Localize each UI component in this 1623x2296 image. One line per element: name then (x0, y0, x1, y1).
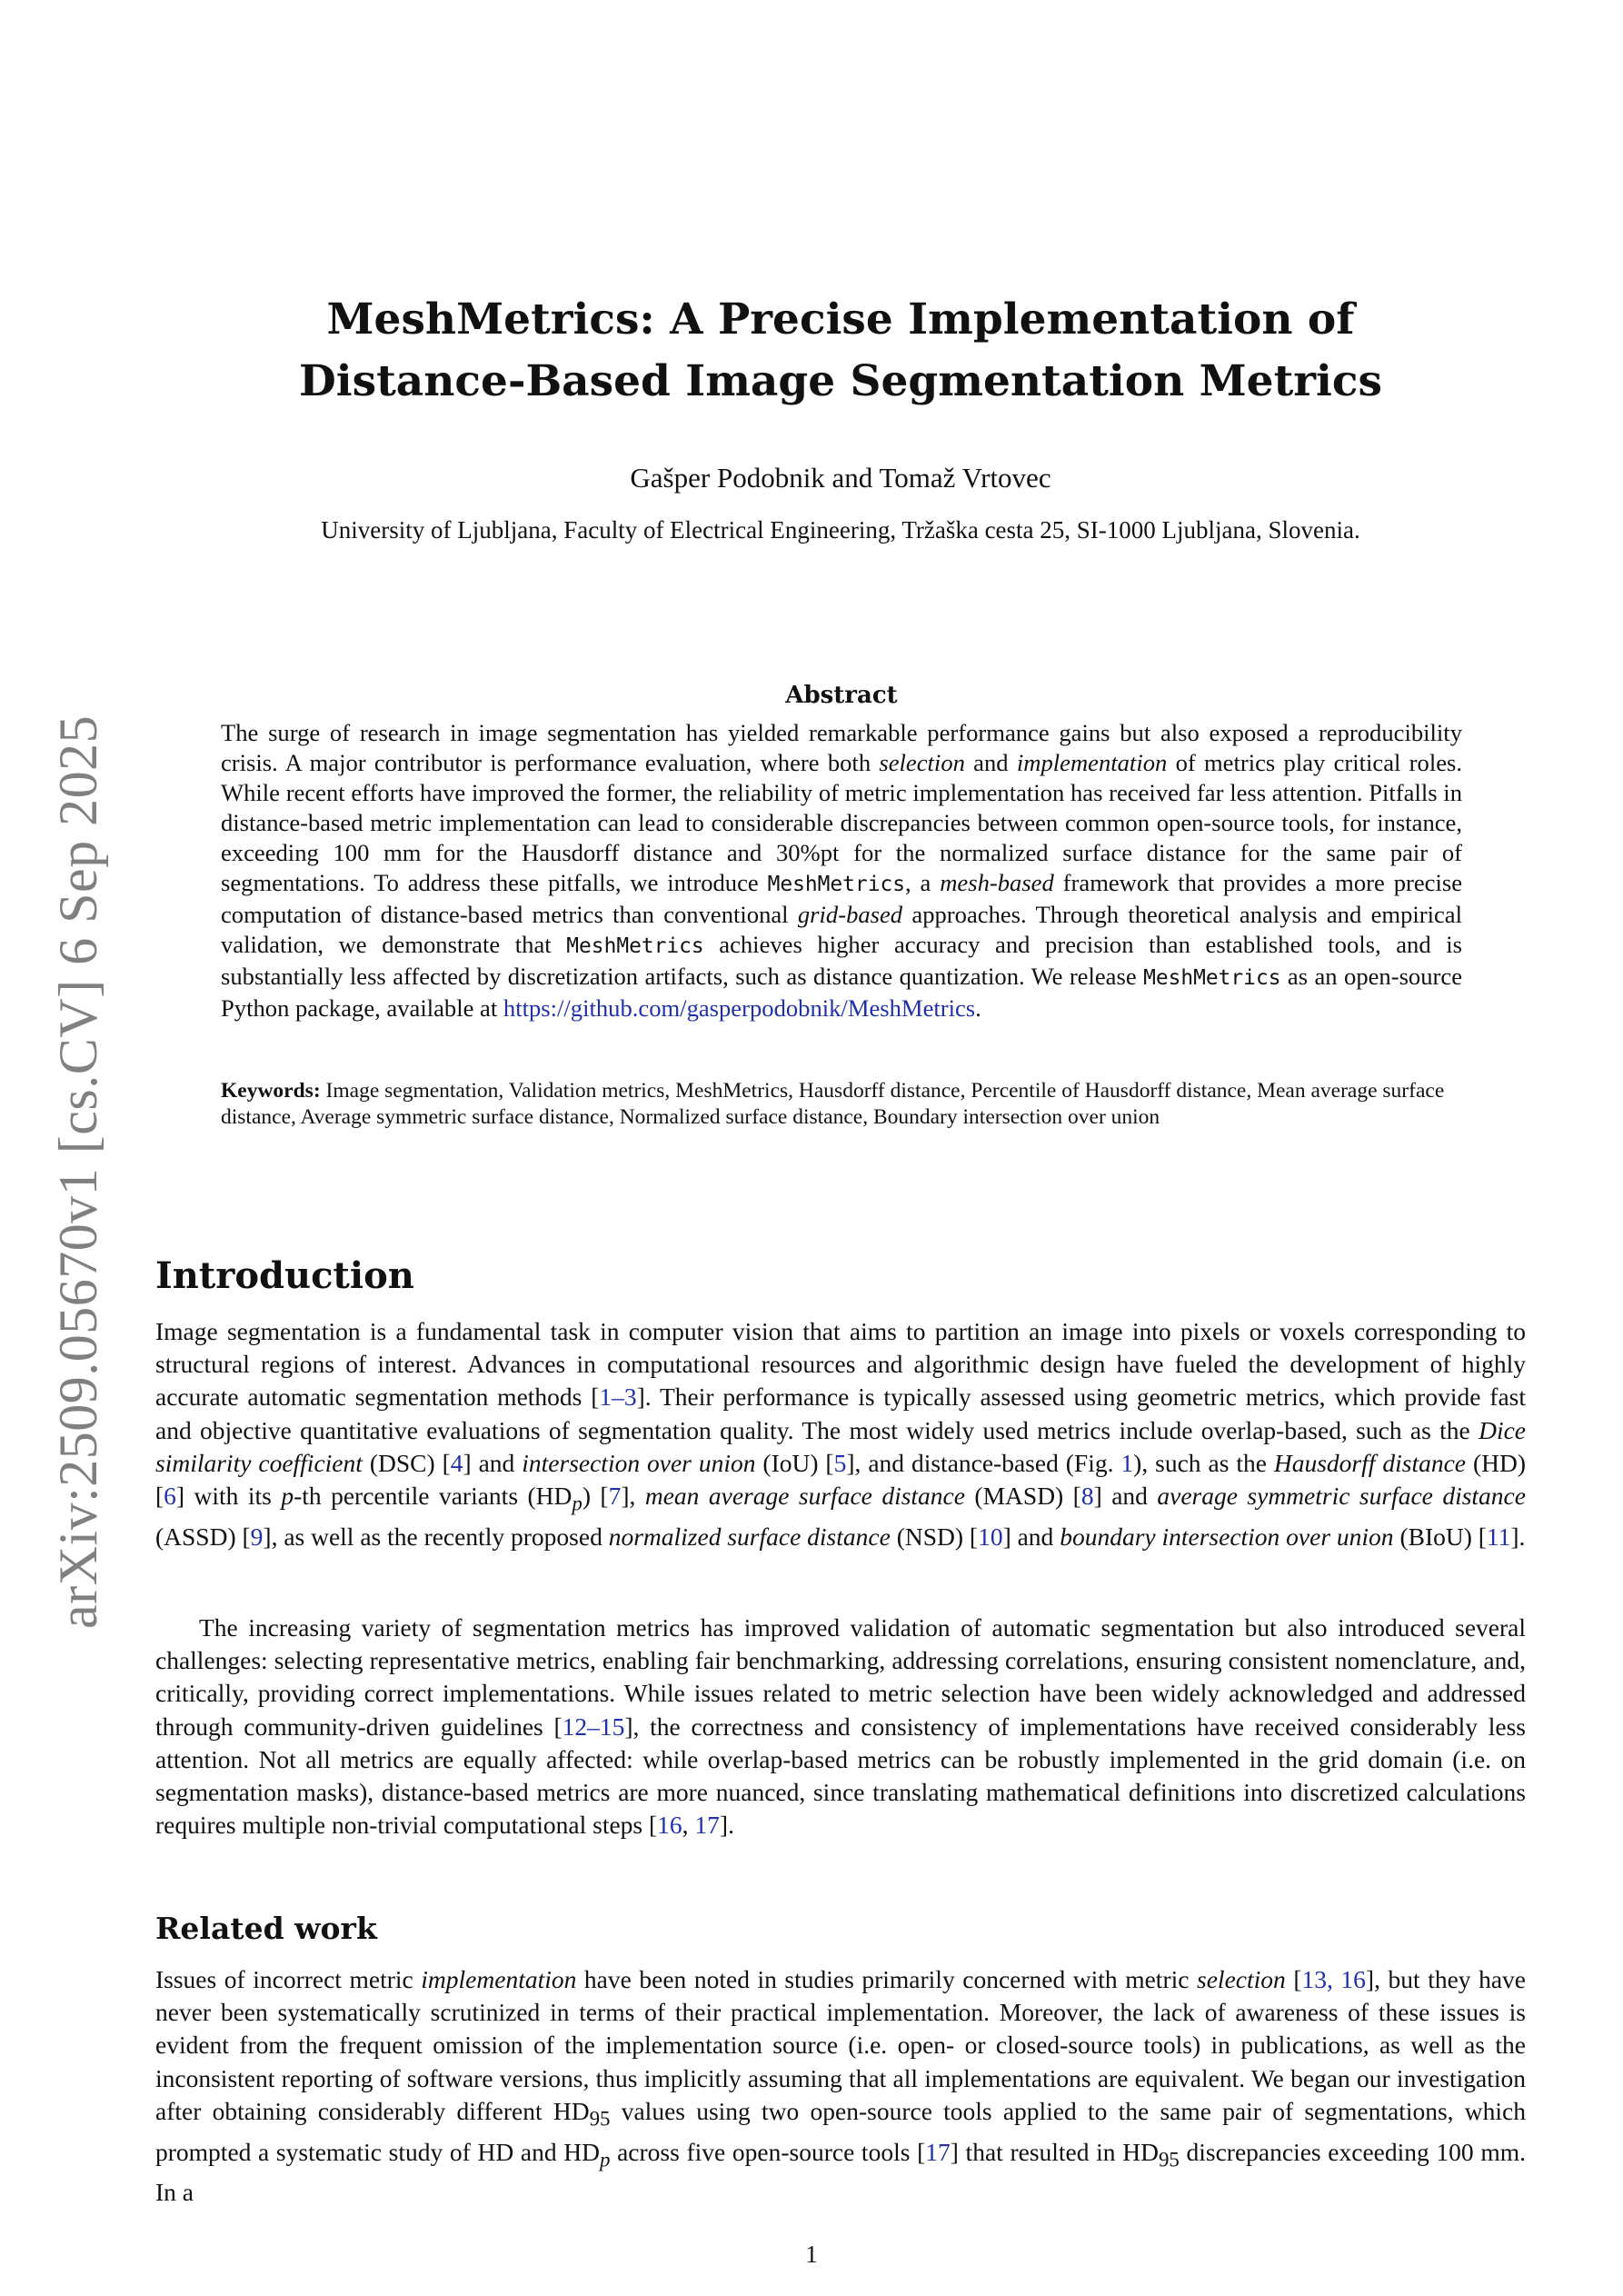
math-subscript: p (572, 1492, 582, 1515)
author-affiliation: University of Ljubljana, Faculty of Electrical Engineering, Tržaška cesta 25, SI-1000 Ljubljana, Slovenia. (321, 516, 1360, 544)
body-text: (IoU) [ (755, 1448, 834, 1477)
abstract-emphasis: selection (879, 749, 965, 776)
citation-link[interactable]: 5 (833, 1448, 847, 1477)
body-text: Image segmentation is a fundamental task in computer vision that aims to partition an image into pixels or voxels corresponding to structural regions of interest. Advances in computational resources and algorithmic design have fueled the development of highly accurate automatic segmentation methods [ (155, 1317, 1526, 1412)
body-text: ), such as the (1133, 1448, 1274, 1477)
abstract-text: achieves higher accuracy and precision than established tools, and is substantially less affected by discretization artifacts, such as distance quantization. We release (221, 931, 1462, 990)
abstract-text: approaches. Through theoretical analysis and empirical validation, we demonstrate that (221, 901, 1462, 958)
citation-link[interactable]: 6 (164, 1482, 176, 1511)
body-text: ], but they have never been systematically scrutinized in terms of their practical implementation. Moreover, the lack of awareness of these issues is evident from the frequent omission of the implementation source (i.e. open- or closed-source tools) in publications, as well as the inconsistent reporting of software versions, thus implicitly assuming that all implementations are equivalent. We began our investigation after obtaining considerably different HD (155, 1965, 1526, 2125)
abstract-heading: Abstract (785, 682, 898, 709)
body-text: ]. Their performance is typically assessed using geometric metrics, which provide fast and objective quantitative evaluations of segmentation quality. The most widely used metrics include overlap-based, such as the (155, 1383, 1526, 1444)
introduction-paragraph-2 (155, 1612, 1526, 1842)
body-text: (HD) [ (155, 1448, 1526, 1511)
body-text: -th percentile variants (HD (294, 1482, 573, 1511)
abstract-text: The surge of research in image segmentation has yielded remarkable performance gains but also exposed a reproducibility crisis. A major contributor is performance evaluation, where both (221, 719, 1462, 776)
citation-link[interactable]: 4 (450, 1448, 463, 1477)
term-emphasis: boundary intersection over union (1060, 1522, 1394, 1551)
abstract-emphasis: grid-based (797, 901, 903, 928)
abstract-text: . (975, 994, 981, 1022)
body-text: (DSC) [ (362, 1448, 451, 1477)
math-subscript: p (599, 2148, 611, 2171)
body-text: (NSD) [ (890, 1522, 979, 1551)
citation-link[interactable]: 12–15 (562, 1712, 625, 1741)
software-name: MeshMetrics (1143, 966, 1281, 990)
abstract-text: and (964, 749, 1017, 776)
citation-link[interactable]: 9 (250, 1522, 264, 1551)
arxiv-identifier-stamp[interactable]: arXiv:2509.05670v1 [cs.CV] 6 Sep 2025 (48, 714, 108, 1629)
body-text: discrepancies exceeding 100 mm. In a (155, 2137, 1526, 2207)
math-subscript: 95 (1158, 2148, 1180, 2171)
page-number: 1 (805, 2241, 818, 2268)
abstract-text: , a (904, 869, 941, 896)
abstract-text: as an open-source Python package, available at (221, 963, 1462, 1022)
body-text: (ASSD) [ (155, 1522, 251, 1551)
body-text: , (682, 1811, 695, 1840)
body-text: (MASD) [ (964, 1482, 1081, 1511)
body-text: ], (621, 1482, 645, 1511)
paper-title-line-2: Distance-Based Image Segmentation Metrics (299, 356, 1382, 406)
author-list: Gašper Podobnik and Tomaž Vrtovec (630, 462, 1051, 494)
abstract-emphasis: implementation (1016, 749, 1168, 776)
body-text: across five open-source tools [ (610, 2137, 926, 2166)
term-emphasis: normalized surface distance (608, 1522, 891, 1551)
software-name: MeshMetrics (566, 934, 704, 958)
body-text: ], the correctness and consistency of implementations have received considerably less attention. Not all metrics are equally affected: while overlap-based metrics can be robustly implemented in the grid domain (i.e. on segmentation masks), distance-based metrics are more nuanced, since translating mathematical definitions into discretized calculations requires multiple non-trivial computational steps [ (155, 1712, 1527, 1840)
keywords-label: Keywords: (221, 1079, 321, 1103)
citation-link[interactable]: 8 (1080, 1482, 1094, 1511)
citation-link[interactable]: 10 (978, 1522, 1003, 1551)
term-emphasis: average symmetric surface distance (1157, 1482, 1526, 1511)
introduction-paragraph-1 (155, 1315, 1526, 1553)
body-text: ] and (1002, 1522, 1060, 1551)
related-work-paragraph-1 (155, 1963, 1526, 2209)
body-text: Issues of incorrect metric (155, 1965, 422, 1993)
citation-link[interactable]: 16 (657, 1811, 682, 1840)
body-text: have been noted in studies primarily concerned with metric (576, 1965, 1198, 1993)
body-text: [ (1285, 1965, 1302, 1993)
body-text: (BIoU) [ (1393, 1522, 1487, 1551)
abstract-text: of metrics play critical roles. While recent efforts have improved the former, the reliability of metric implementation has received far less attention. Pitfalls in distance-based metric implementation can lead to considerable discrepancies between common open-source tools, for instance, exceeding 100 mm for the Hausdorff distance and 30%pt for the normalized surface distance for the same pair of segmentations. To address these pitfalls, we introduce (221, 749, 1463, 896)
body-text: ], as well as the recently proposed (263, 1522, 609, 1551)
citation-link[interactable]: 17 (925, 2137, 951, 2166)
figure-reference-link[interactable]: 1 (1120, 1448, 1134, 1477)
body-text: ] that resulted in HD (950, 2137, 1159, 2166)
citation-link[interactable]: 13, 16 (1301, 1965, 1366, 1993)
section-heading-related-work: Related work (155, 1911, 377, 1946)
body-text: ]. (1510, 1522, 1526, 1551)
paper-title (145, 289, 1536, 413)
abstract-body (221, 718, 1462, 1023)
body-text: ]. (719, 1811, 734, 1840)
section-heading-introduction: Introduction (155, 1254, 414, 1297)
body-text: ], and distance-based (Fig. (846, 1448, 1121, 1477)
keywords (221, 1078, 1462, 1131)
term-emphasis: selection (1197, 1965, 1286, 1993)
body-text: ] and (1093, 1482, 1158, 1511)
paper-title-line-1: MeshMetrics: A Precise Implementation of (326, 294, 1355, 344)
citation-link[interactable]: 11 (1486, 1522, 1511, 1551)
abstract-emphasis: mesh-based (940, 869, 1054, 896)
citation-link[interactable]: 17 (694, 1811, 720, 1840)
body-text: ) [ (582, 1482, 609, 1511)
term-emphasis: Hausdorff distance (1273, 1448, 1467, 1477)
math-subscript: 95 (589, 2107, 611, 2131)
citation-link[interactable]: 7 (608, 1482, 622, 1511)
term-emphasis: Dice similarity coefficient (155, 1415, 1526, 1477)
term-emphasis: mean average surface distance (644, 1482, 965, 1511)
github-repository-link[interactable]: https://github.com/gasperpodobnik/MeshMetrics (503, 994, 976, 1022)
software-name: MeshMetrics (767, 873, 905, 896)
body-text: ] and (463, 1448, 523, 1477)
term-emphasis: implementation (421, 1965, 577, 1993)
citation-link[interactable]: 1–3 (599, 1383, 637, 1412)
body-text: The increasing variety of segmentation metrics has improved validation of automatic segmentation but also introduced several challenges: selecting representative metrics, enabling fair benchmarking, addressing correlations, ensuring consistent nomenclature, and, critically, providing correct implementations. While issues related to metric selection have been widely acknowledged and addressed through community-driven guidelines [ (155, 1613, 1526, 1741)
keywords-list: Image segmentation, Validation metrics, MeshMetrics, Hausdorff distance, Percentile of Hausdorff distance, Mean average surface distance, Average symmetric surface distance, Normalized surface distance, Boundary intersection over union (221, 1079, 1445, 1129)
math-variable: p (281, 1482, 294, 1511)
body-text: ] with its (175, 1482, 282, 1511)
body-text: values using two open-source tools applied to the same pair of segmentations, which prompted a systematic study of HD and HD (155, 2096, 1526, 2166)
term-emphasis: intersection over union (522, 1448, 756, 1477)
abstract-text: framework that provides a more precise computation of distance-based metrics than conventional (221, 869, 1462, 928)
